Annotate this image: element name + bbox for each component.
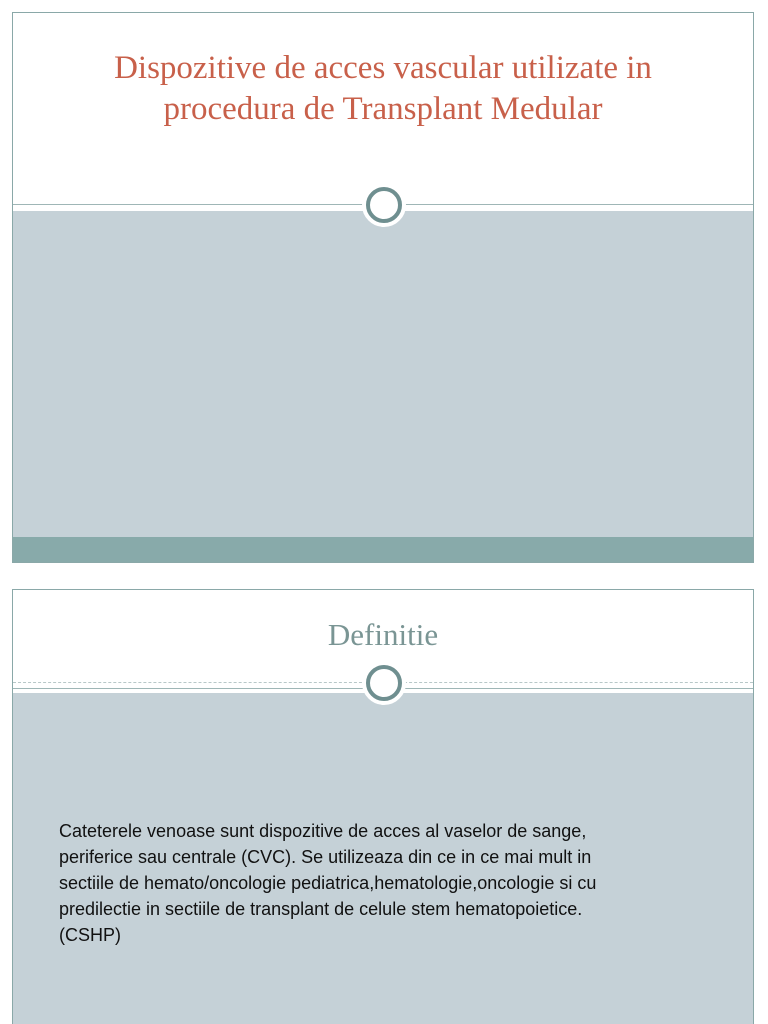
paragraph-line: Cateterele venoase sunt dispozitive de acces al vaselor de sange, [59, 821, 587, 841]
slide-title [12, 12, 754, 563]
slide-title-text: Definitie [327, 617, 439, 652]
paragraph-line: periferice sau centrale (CVC). Se utilizeaza din ce in ce mai mult in [59, 847, 592, 867]
circle-ornament-icon [362, 183, 406, 227]
definition-paragraph [59, 818, 713, 948]
title-line-2: procedura de Transplant Medular [163, 91, 603, 127]
content-panel [13, 693, 753, 1024]
slide-title-text [114, 48, 652, 130]
footer-bar [13, 537, 753, 563]
paragraph-line: sectiile de hemato/oncologie pediatrica,hematologie,oncologie si cu [59, 873, 597, 893]
slide-definition [12, 589, 754, 1024]
paragraph-line: (CSHP) [59, 925, 121, 945]
content-panel [13, 211, 753, 537]
title-line-1: Dispozitive de acces vascular utilizate in [114, 50, 652, 86]
slide-title-area [13, 13, 753, 165]
paragraph-line: predilectie in sectiile de transplant de celule stem hematopoietice. [59, 899, 583, 919]
circle-ornament-icon [362, 661, 406, 705]
